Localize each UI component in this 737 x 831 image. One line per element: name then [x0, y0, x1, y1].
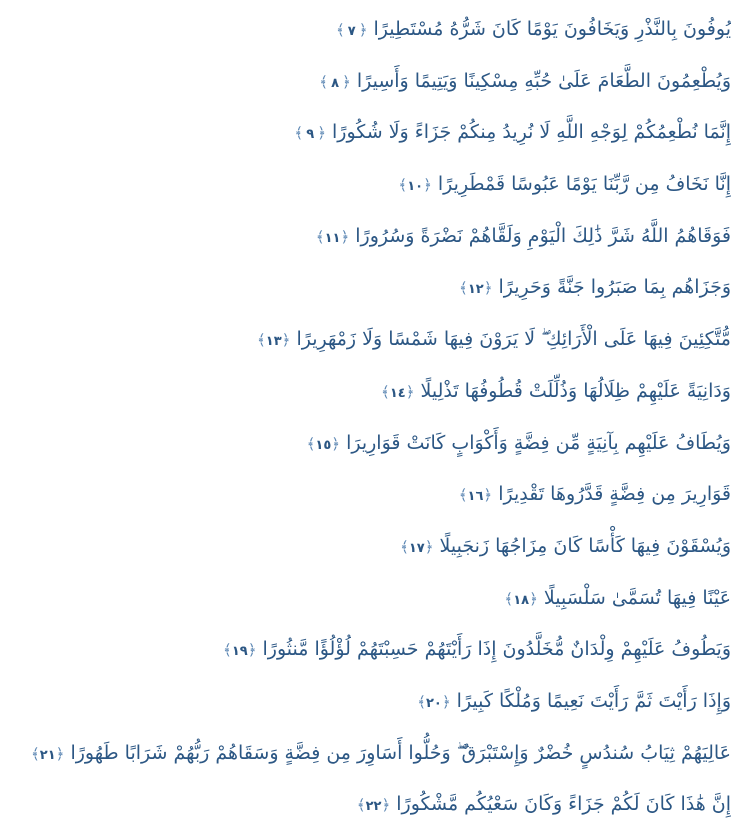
verse-line	[6, 573, 731, 625]
verse-line	[6, 211, 731, 263]
verse-text: وَإِذَا رَأَيْتَ ثَمَّ رَأَيْتَ نَعِيمًا وَمُلْكًا كَبِيرًا	[456, 689, 731, 712]
ayah-number: ١٣	[265, 334, 282, 350]
verse-line	[6, 4, 731, 56]
ayah-number: ١٩	[231, 644, 248, 660]
verse-line	[6, 314, 731, 366]
verse-line	[6, 56, 731, 108]
ayah-number-marker: ﴿١٧﴾	[400, 522, 433, 573]
ayah-number-marker: ﴿٩﴾	[294, 108, 326, 159]
verse-line	[6, 366, 731, 418]
ayah-number: ٩	[306, 127, 315, 143]
ayah-number: ١٨	[513, 592, 530, 608]
ayah-number-marker: ﴿١٤﴾	[381, 367, 414, 418]
verse-text: عَالِيَهُمْ ثِيَابُ سُندُسٍ خُضْرٌ وَإِسْتَبْرَقٌ ۖ وَحُلُّوا أَسَاوِرَ مِن فِضَّةٍ وَسَقَاهُمْ رَبُّهُمْ شَرَابًا طَهُورًا	[70, 741, 731, 764]
verse-text: إِنَّا نَخَافُ مِن رَّبِّنَا يَوْمًا عَبُوسًا قَمْطَرِيرًا	[437, 173, 731, 196]
ayah-number-marker: ﴿١٠﴾	[398, 160, 431, 211]
verse-line	[6, 624, 731, 676]
verse-text: فَوَقَاهُمُ اللَّهُ شَرَّ ذَٰلِكَ الْيَوْمِ وَلَقَّاهُمْ نَضْرَةً وَسُرُورًا	[355, 224, 731, 247]
ayah-number: ١١	[324, 230, 341, 246]
ayah-number-marker: ﴿١٨﴾	[504, 574, 537, 625]
ayah-number-marker: ﴿٢١﴾	[31, 729, 64, 780]
ayah-number: ٧	[347, 24, 356, 39]
ayah-number-marker: ﴿١٣﴾	[257, 315, 290, 366]
ayah-number-marker: ﴿٨﴾	[319, 57, 351, 108]
verse-list	[6, 4, 731, 831]
verse-text: عَيْنًا فِيهَا تُسَمَّىٰ سَلْسَبِيلًا	[543, 586, 731, 609]
ayah-number: ٢١	[39, 747, 56, 763]
ayah-number-marker: ﴿١٦﴾	[459, 470, 492, 521]
verse-text: إِنَّ هَٰذَا كَانَ لَكُمْ جَزَاءً وَكَانَ سَعْيُكُم مَّشْكُورًا	[396, 793, 731, 816]
verse-text: وَيُسْقَوْنَ فِيهَا كَأْسًا كَانَ مِزَاجُهَا زَنجَبِيلًا	[439, 534, 731, 557]
ayah-number: ١٧	[408, 540, 425, 556]
ayah-number-marker: ﴿١٢﴾	[459, 263, 492, 314]
verse-line	[6, 521, 731, 573]
verse-line	[6, 779, 731, 831]
ayah-number: ١٠	[407, 179, 424, 195]
verse-line	[6, 469, 731, 521]
verse-line	[6, 418, 731, 470]
ayah-number-marker: ﴿٢٢﴾	[357, 780, 390, 831]
verse-text: وَجَزَاهُم بِمَا صَبَرُوا جَنَّةً وَحَرِيرًا	[498, 276, 731, 299]
ayah-number-marker: ﴿١١﴾	[316, 212, 349, 263]
ayah-number-marker: ﴿١٥﴾	[307, 419, 340, 470]
verse-text: قَوَارِيرَ مِن فِضَّةٍ قَدَّرُوهَا تَقْدِيرًا	[498, 483, 731, 506]
ayah-number: ١٢	[467, 282, 484, 298]
ayah-number: ٢٠	[426, 695, 442, 711]
verse-text: مُّتَّكِئِينَ فِيهَا عَلَى الْأَرَائِكِ ۖ لَا يَرَوْنَ فِيهَا شَمْسًا وَلَا زَمْهَرِيرًا	[296, 328, 731, 351]
verse-line	[6, 107, 731, 159]
verse-text: وَدَانِيَةً عَلَيْهِمْ ظِلَالُهَا وَذُلِّلَتْ قُطُوفُهَا تَذْلِيلًا	[420, 379, 731, 402]
verse-text: وَيُطْعِمُونَ الطَّعَامَ عَلَىٰ حُبِّهِ مِسْكِينًا وَيَتِيمًا وَأَسِيرًا	[356, 69, 731, 92]
verse-line	[6, 262, 731, 314]
verse-line	[6, 676, 731, 728]
ayah-number: ٨	[331, 75, 340, 91]
ayah-number: ٢٢	[365, 799, 382, 815]
ayah-number: ١٥	[315, 437, 332, 453]
ayah-number: ١٤	[389, 385, 406, 401]
verse-line	[6, 728, 731, 780]
ayah-number-marker: ﴿٧﴾	[336, 5, 368, 56]
verse-text: وَيُطَافُ عَلَيْهِم بِآنِيَةٍ مِّن فِضَّةٍ وَأَكْوَابٍ كَانَتْ قَوَارِيرَا	[346, 431, 731, 454]
ayah-number: ١٦	[467, 489, 484, 505]
ayah-number-marker: ﴿٢٠﴾	[417, 677, 450, 728]
verse-line	[6, 159, 731, 211]
ayah-number-marker: ﴿١٩﴾	[223, 625, 256, 676]
verse-text: إِنَّمَا نُطْعِمُكُمْ لِوَجْهِ اللَّهِ لَا نُرِيدُ مِنكُمْ جَزَاءً وَلَا شُكُورًا	[332, 121, 731, 144]
verse-text: يُوفُونَ بِالنَّذْرِ وَيَخَافُونَ يَوْمًا كَانَ شَرُّهُ مُسْتَطِيرًا	[373, 18, 731, 40]
verse-text: وَيَطُوفُ عَلَيْهِمْ وِلْدَانٌ مُّخَلَّدُونَ إِذَا رَأَيْتَهُمْ حَسِبْتَهُمْ لُؤْلُؤًا مَّنثُورًا	[262, 638, 731, 661]
